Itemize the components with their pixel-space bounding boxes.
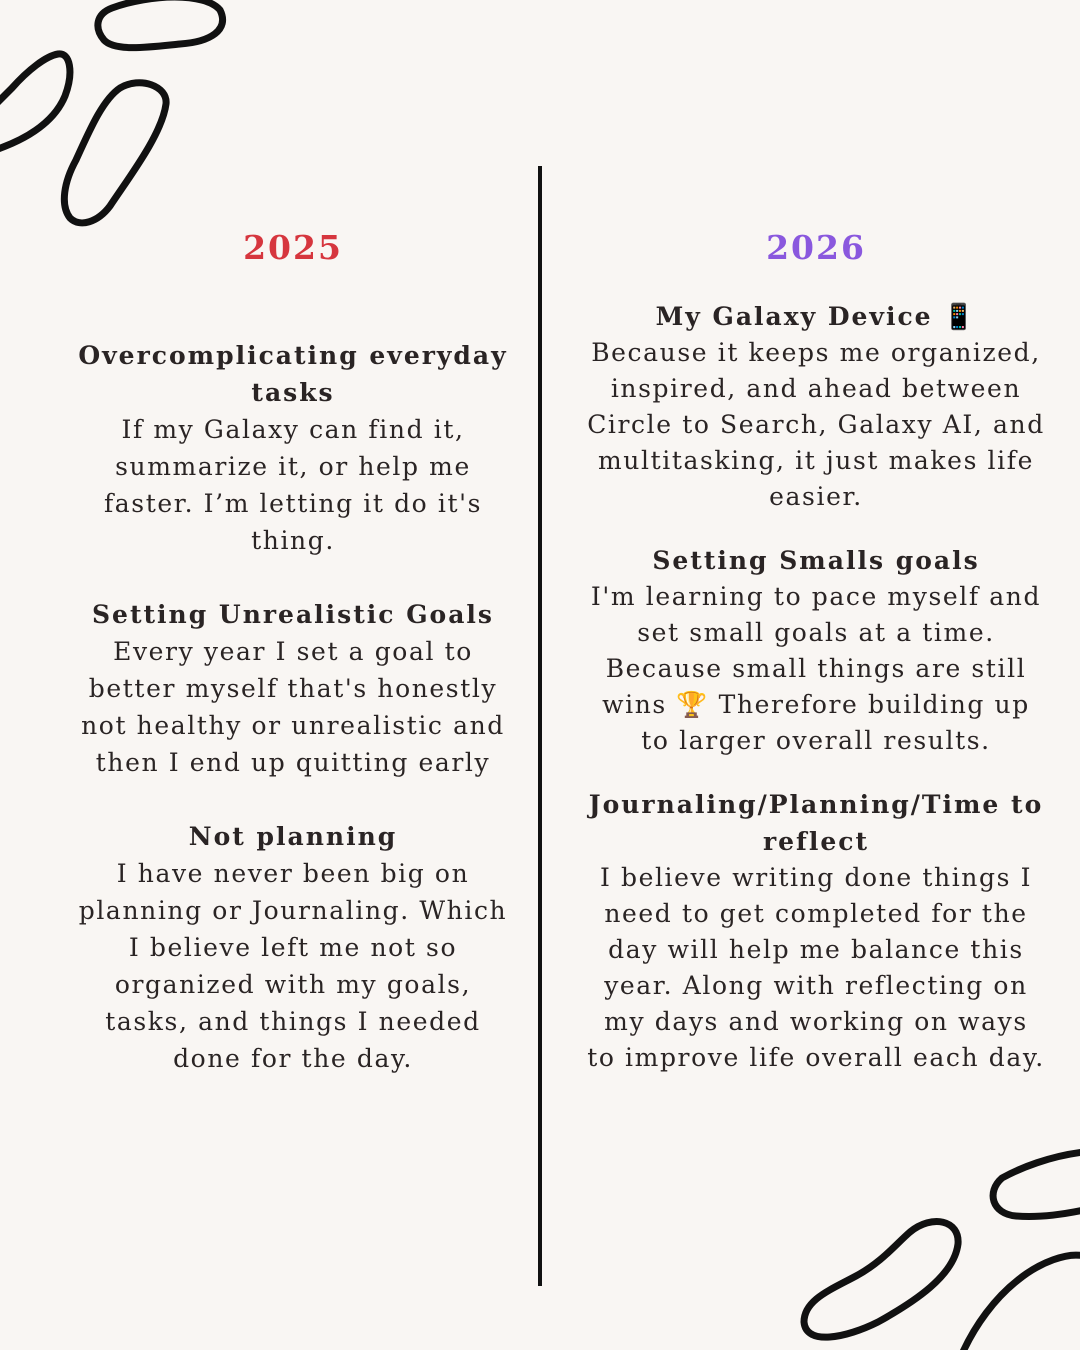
item-title: Setting Smalls goals (652, 546, 980, 575)
item-body: If my Galaxy can find it, summarize it, or help me faster. I’m letting it do it's thing. (103, 415, 483, 555)
blob-top-left-curve (0, 54, 70, 150)
item-title: My Galaxy Device 📱 (655, 302, 977, 331)
blob-bottom-pill (993, 1152, 1080, 1217)
blob-bottom-bean (804, 1222, 958, 1338)
item-2025-overcomplicating (70, 337, 516, 559)
item-title: Not planning (188, 822, 398, 851)
item-title: Setting Unrealistic Goals (91, 600, 494, 629)
blob-bottom-right-curve (962, 1255, 1080, 1350)
item-2026-galaxy-device (586, 298, 1046, 515)
blob-top-pill (98, 0, 223, 48)
item-2025-unrealistic-goals (70, 596, 516, 781)
item-body: I believe writing done things I need to get completed for the day will help me balance this year. Along with reflecting on my days and working on ways to improve life overall each day. (587, 863, 1045, 1072)
item-body: Because it keeps me organized, inspired, and ahead between Circle to Search, Galaxy AI, and multitasking, it just makes life easier. (587, 338, 1045, 511)
item-title: Journaling/Planning/Time to reflect (588, 790, 1044, 856)
item-2025-not-planning (70, 818, 516, 1077)
item-body: I'm learning to pace myself and set small goals at a time. Because small things are still wins 🏆 Therefore building up to larger overall results. (590, 582, 1042, 755)
center-divider (538, 166, 542, 1286)
blob-top-bean (64, 83, 166, 223)
item-2026-small-goals (586, 542, 1046, 759)
items-2026 (586, 298, 1046, 1076)
item-2026-journaling (586, 786, 1046, 1076)
items-2025 (70, 337, 516, 1077)
year-heading-2025: 2025 (243, 228, 343, 267)
year-heading-2026: 2026 (766, 228, 866, 267)
item-body: I have never been big on planning or Journaling. Which I believe left me not so organized with my goals, tasks, and things I needed done for the day. (78, 859, 508, 1073)
item-title: Overcomplicating everyday tasks (78, 341, 508, 407)
item-body: Every year I set a goal to better myself that's honestly not healthy or unrealistic and then I end up quitting early (81, 637, 505, 777)
